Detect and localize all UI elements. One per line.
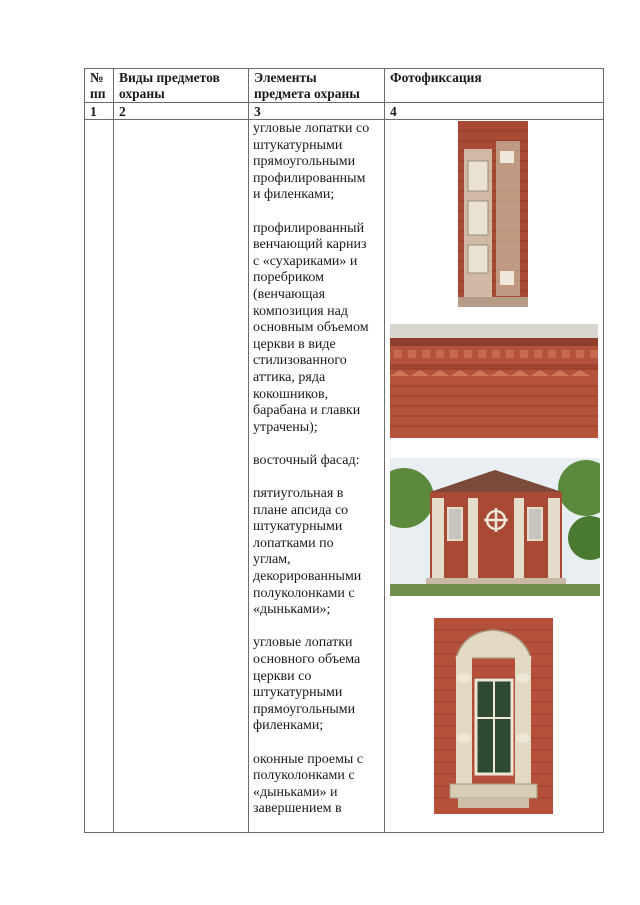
window-opening-photo [434, 618, 553, 814]
col-divider-2 [248, 68, 249, 833]
table-top-border [84, 68, 604, 69]
cornice-photo [390, 324, 598, 438]
header-bottom-border [84, 102, 604, 103]
header-protection-elements: Элементы предмета охраны [254, 70, 360, 101]
paragraph-window-openings: оконные проемы с полуколонками с «дыньками» и завершением в [253, 751, 364, 817]
column-number-4: 4 [390, 104, 397, 119]
table-right-border [603, 68, 604, 833]
corner-pilaster-photo [458, 121, 528, 307]
paragraph-east-facade: восточный фасад: [253, 452, 360, 468]
paragraph-main-volume-pilasters: угловые лопатки основного объема церкви со штукатурными прямоугольными филенками; [253, 635, 361, 734]
header-protection-types: Виды предметов охраны [119, 70, 220, 101]
header-number: № пп [90, 70, 106, 101]
paragraph-apse: пятиугольная в плане апсида со штукатурными лопатками по углам, декорированными полуколонками с «дыньками»; [253, 486, 362, 618]
east-facade-apse-photo [390, 458, 600, 596]
column-number-2: 2 [119, 104, 126, 119]
header-photo: Фотофиксация [390, 70, 482, 85]
number-row-bottom-border [84, 119, 604, 120]
table-left-border [84, 68, 85, 833]
col-divider-3 [384, 68, 385, 833]
protection-elements-cell [253, 121, 383, 835]
paragraph-corner-pilasters: угловые лопатки со штукатурными прямоугольными профилированным и филенками; [253, 121, 370, 203]
column-number-1: 1 [90, 104, 97, 119]
column-number-3: 3 [254, 104, 261, 119]
col-divider-1 [113, 68, 114, 833]
paragraph-crowning-cornice: профилированный венчающий карниз с «сухариками» и поребриком (венчающая композиция над основным объемом церкви в виде стилизованного аттика, ряда кокошников, барабана и главки утрачены); [253, 220, 369, 435]
